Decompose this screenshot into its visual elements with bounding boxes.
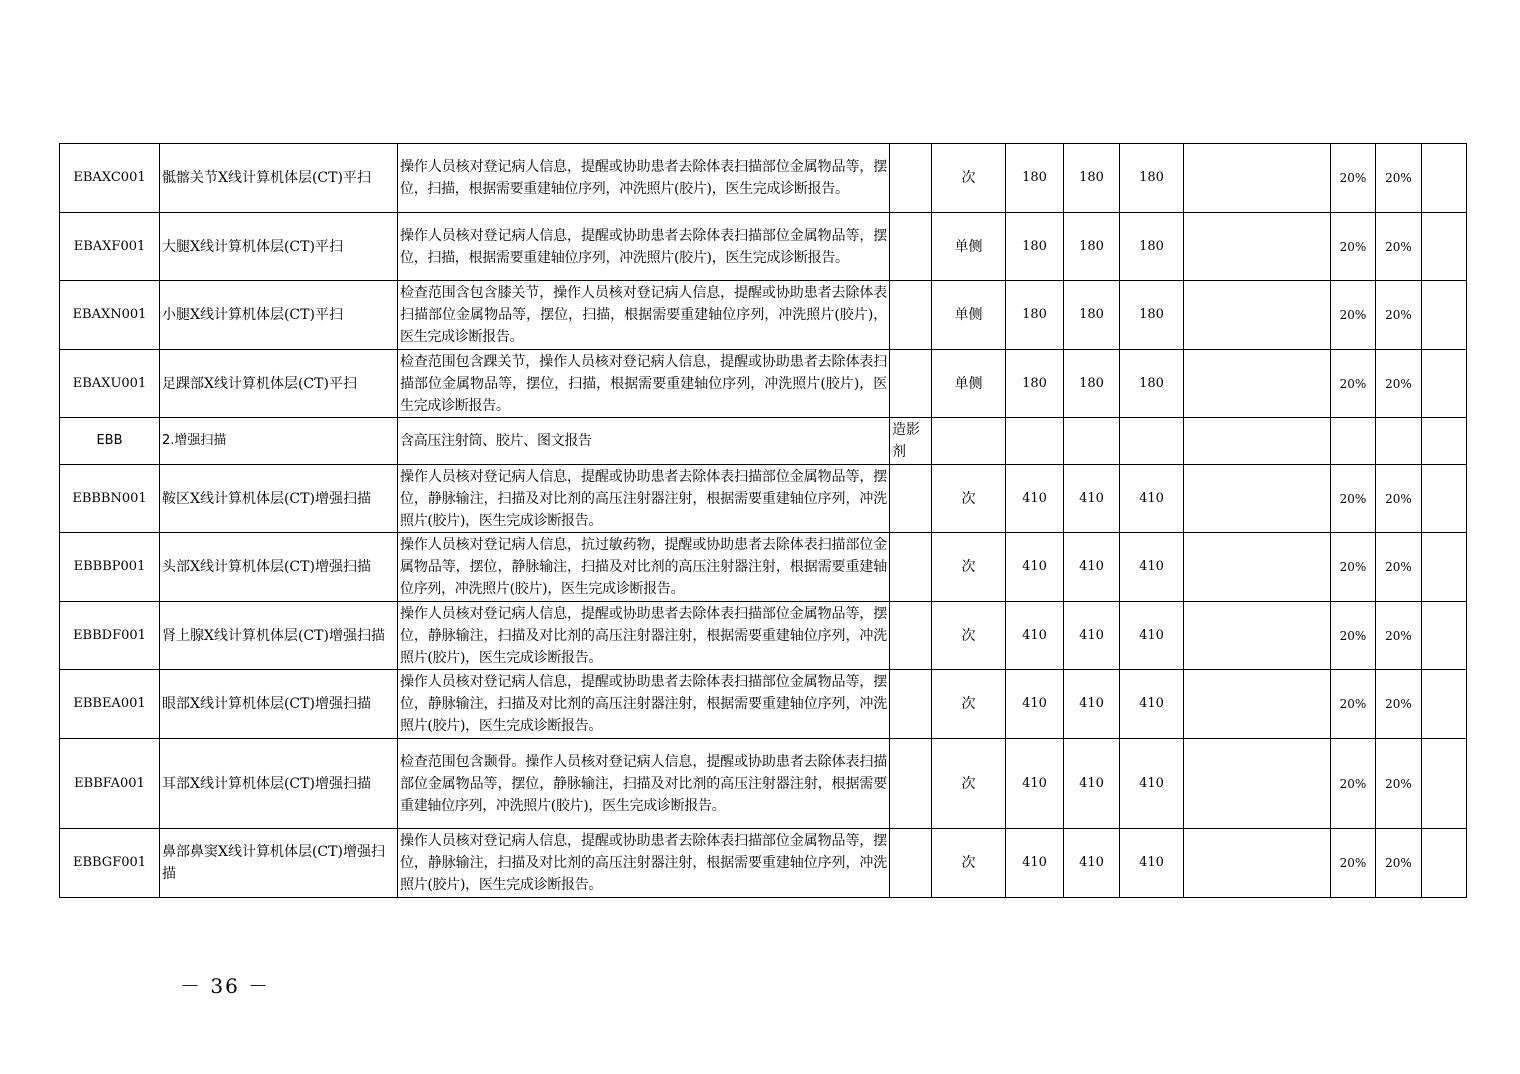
price-tier-1: 410 — [1006, 602, 1064, 670]
item-unit: 次 — [932, 144, 1006, 213]
item-exclusion — [890, 602, 932, 670]
price-tier-2: 180 — [1064, 144, 1120, 213]
page-number: － 36 － — [180, 974, 271, 998]
item-name: 骶髂关节X线计算机体层(CT)平扫 — [160, 144, 398, 213]
table-row — [60, 281, 1467, 350]
ratio-2: 20% — [1376, 213, 1422, 281]
item-description: 含高压注射筒、胶片、图文报告 — [398, 418, 890, 465]
price-tier-3: 410 — [1120, 602, 1184, 670]
price-tier-2: 410 — [1064, 602, 1120, 670]
table-row — [60, 465, 1467, 533]
item-extra — [1422, 418, 1467, 465]
item-extra — [1422, 739, 1467, 829]
item-note — [1184, 829, 1331, 898]
item-name: 大腿X线计算机体层(CT)平扫 — [160, 213, 398, 281]
item-exclusion: 造影剂 — [890, 418, 932, 465]
ratio-1: 20% — [1331, 213, 1376, 281]
item-description: 操作人员核对登记病人信息，提醒或协助患者去除体表扫描部位金属物品等，摆位，静脉输注，扫描及对比剂的高压注射器注射，根据需要重建轴位序列，冲洗照片(胶片)，医生完成诊断报告。 — [398, 670, 890, 739]
item-unit: 单侧 — [932, 350, 1006, 418]
item-exclusion — [890, 281, 932, 350]
item-exclusion — [890, 739, 932, 829]
ratio-1: 20% — [1331, 144, 1376, 213]
item-note — [1184, 350, 1331, 418]
item-description: 操作人员核对登记病人信息，提醒或协助患者去除体表扫描部位金属物品等，摆位，静脉输注，扫描及对比剂的高压注射器注射，根据需要重建轴位序列，冲洗照片(胶片)，医生完成诊断报告。 — [398, 602, 890, 670]
item-unit: 次 — [932, 739, 1006, 829]
ratio-1: 20% — [1331, 739, 1376, 829]
price-tier-1: 180 — [1006, 281, 1064, 350]
item-unit — [932, 418, 1006, 465]
item-code: EBBBN001 — [60, 465, 160, 533]
item-name: 鼻部鼻窦X线计算机体层(CT)增强扫描 — [160, 829, 398, 898]
item-note — [1184, 213, 1331, 281]
item-unit: 次 — [932, 465, 1006, 533]
item-note — [1184, 602, 1331, 670]
ratio-1: 20% — [1331, 533, 1376, 602]
price-tier-3: 410 — [1120, 670, 1184, 739]
table-body — [60, 144, 1467, 898]
item-note — [1184, 533, 1331, 602]
item-extra — [1422, 829, 1467, 898]
price-tier-1: 180 — [1006, 350, 1064, 418]
price-tier-2: 180 — [1064, 213, 1120, 281]
item-description: 操作人员核对登记病人信息，提醒或协助患者去除体表扫描部位金属物品等，摆位，扫描，根据需要重建轴位序列，冲洗照片(胶片)，医生完成诊断报告。 — [398, 144, 890, 213]
item-extra — [1422, 144, 1467, 213]
price-tier-3: 410 — [1120, 533, 1184, 602]
price-tier-2: 180 — [1064, 350, 1120, 418]
item-exclusion — [890, 533, 932, 602]
item-note — [1184, 739, 1331, 829]
item-note — [1184, 670, 1331, 739]
ratio-2: 20% — [1376, 670, 1422, 739]
price-tier-3: 180 — [1120, 350, 1184, 418]
ratio-2: 20% — [1376, 739, 1422, 829]
price-tier-2 — [1064, 418, 1120, 465]
item-code: EBBBP001 — [60, 533, 160, 602]
price-tier-2: 410 — [1064, 533, 1120, 602]
item-extra — [1422, 281, 1467, 350]
price-tier-1: 410 — [1006, 739, 1064, 829]
item-code: EBAXU001 — [60, 350, 160, 418]
item-name: 足踝部X线计算机体层(CT)平扫 — [160, 350, 398, 418]
item-exclusion — [890, 350, 932, 418]
price-tier-2: 410 — [1064, 739, 1120, 829]
ratio-1: 20% — [1331, 670, 1376, 739]
price-tier-3 — [1120, 418, 1184, 465]
item-description: 操作人员核对登记病人信息，提醒或协助患者去除体表扫描部位金属物品等，摆位，静脉输注，扫描及对比剂的高压注射器注射，根据需要重建轴位序列，冲洗照片(胶片)，医生完成诊断报告。 — [398, 829, 890, 898]
ratio-1: 20% — [1331, 829, 1376, 898]
item-extra — [1422, 670, 1467, 739]
item-unit: 单侧 — [932, 213, 1006, 281]
price-tier-2: 180 — [1064, 281, 1120, 350]
item-extra — [1422, 465, 1467, 533]
item-name: 2.增强扫描 — [160, 418, 398, 465]
item-name: 肾上腺X线计算机体层(CT)增强扫描 — [160, 602, 398, 670]
item-code: EBAXN001 — [60, 281, 160, 350]
item-name: 眼部X线计算机体层(CT)增强扫描 — [160, 670, 398, 739]
table-group-row — [60, 418, 1467, 465]
item-name: 鞍区X线计算机体层(CT)增强扫描 — [160, 465, 398, 533]
item-exclusion — [890, 144, 932, 213]
item-note — [1184, 144, 1331, 213]
item-unit: 次 — [932, 670, 1006, 739]
table-row — [60, 213, 1467, 281]
ratio-2: 20% — [1376, 144, 1422, 213]
item-description: 操作人员核对登记病人信息，提醒或协助患者去除体表扫描部位金属物品等，摆位，扫描，根据需要重建轴位序列，冲洗照片(胶片)，医生完成诊断报告。 — [398, 213, 890, 281]
item-code: EBBDF001 — [60, 602, 160, 670]
item-note — [1184, 281, 1331, 350]
item-code: EBAXF001 — [60, 213, 160, 281]
table-row — [60, 739, 1467, 829]
ratio-1: 20% — [1331, 281, 1376, 350]
price-tier-1: 410 — [1006, 465, 1064, 533]
item-name: 耳部X线计算机体层(CT)增强扫描 — [160, 739, 398, 829]
table-row — [60, 602, 1467, 670]
item-code: EBBFA001 — [60, 739, 160, 829]
ratio-1: 20% — [1331, 465, 1376, 533]
price-tier-3: 180 — [1120, 144, 1184, 213]
item-description: 检查范围包含踝关节，操作人员核对登记病人信息，提醒或协助患者去除体表扫描部位金属物品等，摆位，扫描，根据需要重建轴位序列，冲洗照片(胶片)，医生完成诊断报告。 — [398, 350, 890, 418]
price-tier-1: 180 — [1006, 144, 1064, 213]
ratio-1: 20% — [1331, 350, 1376, 418]
price-tier-2: 410 — [1064, 670, 1120, 739]
price-tier-3: 410 — [1120, 465, 1184, 533]
price-tier-3: 180 — [1120, 213, 1184, 281]
item-code: EBAXC001 — [60, 144, 160, 213]
ratio-2: 20% — [1376, 533, 1422, 602]
item-extra — [1422, 602, 1467, 670]
item-description: 操作人员核对登记病人信息，提醒或协助患者去除体表扫描部位金属物品等，摆位，静脉输注，扫描及对比剂的高压注射器注射，根据需要重建轴位序列，冲洗照片(胶片)，医生完成诊断报告。 — [398, 465, 890, 533]
table-row — [60, 533, 1467, 602]
item-extra — [1422, 213, 1467, 281]
item-name: 头部X线计算机体层(CT)增强扫描 — [160, 533, 398, 602]
item-code: EBBGF001 — [60, 829, 160, 898]
table-row — [60, 829, 1467, 898]
item-description: 检查范围包含颞骨。操作人员核对登记病人信息，提醒或协助患者去除体表扫描部位金属物品等，摆位，静脉输注，扫描及对比剂的高压注射器注射，根据需要重建轴位序列，冲洗照片(胶片)，医生完成诊断报告。 — [398, 739, 890, 829]
ratio-2 — [1376, 418, 1422, 465]
item-exclusion — [890, 670, 932, 739]
item-exclusion — [890, 213, 932, 281]
item-description: 检查范围含包含膝关节，操作人员核对登记病人信息，提醒或协助患者去除体表扫描部位金属物品等，摆位，扫描，根据需要重建轴位序列，冲洗照片(胶片)，医生完成诊断报告。 — [398, 281, 890, 350]
item-exclusion — [890, 829, 932, 898]
item-unit: 单侧 — [932, 281, 1006, 350]
item-extra — [1422, 350, 1467, 418]
item-unit: 次 — [932, 829, 1006, 898]
ratio-2: 20% — [1376, 829, 1422, 898]
item-name: 小腿X线计算机体层(CT)平扫 — [160, 281, 398, 350]
item-extra — [1422, 533, 1467, 602]
price-tier-3: 410 — [1120, 739, 1184, 829]
price-tier-1: 410 — [1006, 829, 1064, 898]
item-code: EBB — [60, 418, 160, 465]
price-table — [59, 143, 1467, 898]
price-tier-1: 180 — [1006, 213, 1064, 281]
item-unit: 次 — [932, 533, 1006, 602]
item-exclusion — [890, 465, 932, 533]
price-tier-1 — [1006, 418, 1064, 465]
item-note — [1184, 418, 1331, 465]
table-row — [60, 144, 1467, 213]
ratio-1 — [1331, 418, 1376, 465]
ratio-2: 20% — [1376, 281, 1422, 350]
item-note — [1184, 465, 1331, 533]
ratio-2: 20% — [1376, 465, 1422, 533]
table-row — [60, 350, 1467, 418]
item-description: 操作人员核对登记病人信息，抗过敏药物，提醒或协助患者去除体表扫描部位金属物品等，摆位，静脉输注，扫描及对比剂的高压注射器注射，根据需要重建轴位序列，冲洗照片(胶片)，医生完成诊断报告。 — [398, 533, 890, 602]
item-code: EBBEA001 — [60, 670, 160, 739]
price-tier-2: 410 — [1064, 465, 1120, 533]
ratio-1: 20% — [1331, 602, 1376, 670]
price-tier-2: 410 — [1064, 829, 1120, 898]
item-unit: 次 — [932, 602, 1006, 670]
price-tier-1: 410 — [1006, 670, 1064, 739]
price-tier-3: 410 — [1120, 829, 1184, 898]
ratio-2: 20% — [1376, 350, 1422, 418]
price-tier-1: 410 — [1006, 533, 1064, 602]
price-tier-3: 180 — [1120, 281, 1184, 350]
ratio-2: 20% — [1376, 602, 1422, 670]
table-row — [60, 670, 1467, 739]
